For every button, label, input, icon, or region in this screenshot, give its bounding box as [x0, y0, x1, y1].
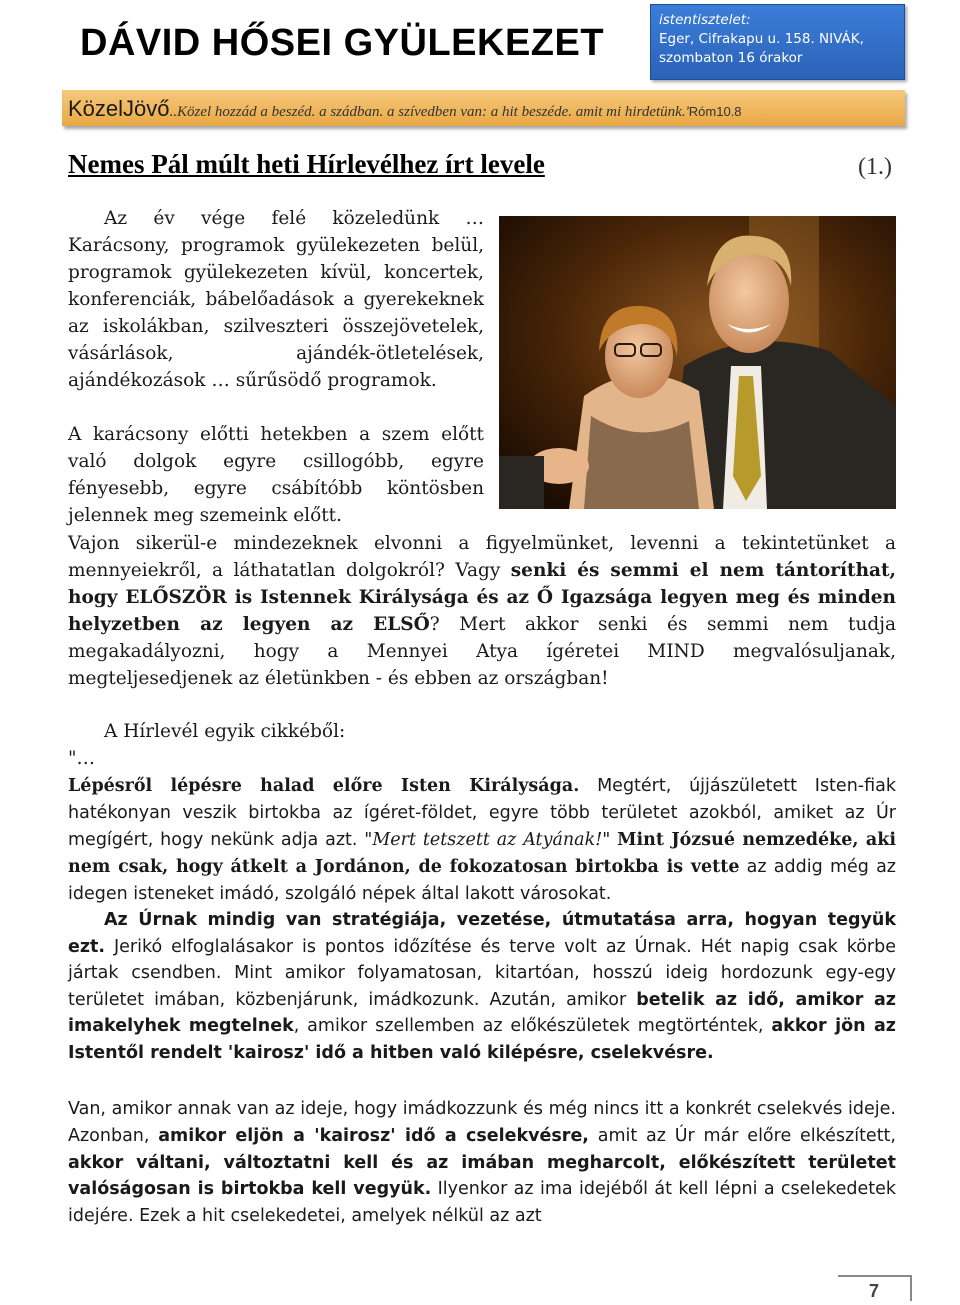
quote-2-text-b: Jerikó elfoglalásakor is pontos időzítése és terve volt az Úrnak. Hét napig csak körbe jártak csendben. Mint amikor folyamatosan, kitartóan, hosszú ideig hordozunk egy-egy területet imában, közbenjárunk, imádkozunk. Azután, amikor — [68, 936, 896, 1010]
service-info-time: szombaton 16 órakor — [659, 50, 803, 66]
quote-1-italic: Mert tetszett az Atyának! — [372, 830, 603, 850]
banner-verse: ..Közel hozzád a beszéd. a szádban. a szívedben van: a hit beszéde. amit mi hirdetünk.' — [169, 104, 689, 120]
quote-1-text-f: az addig még az idegen isteneket imádó, szolgáló népek által lakott városokat. — [68, 857, 896, 904]
service-info-box — [650, 4, 905, 80]
article-headline: Nemes Pál múlt heti Hírlevélhez írt levele — [68, 149, 545, 179]
paragraph-intro — [68, 205, 484, 394]
quote-3-text-e: Ilyenkor az ima idejéből át kell lépni a cselekedetek idejére. Ezek a hit cselekedetei, amelyek nélkül az azt — [68, 1179, 896, 1227]
quote-paragraph-3 — [68, 1096, 896, 1230]
service-info-address: Eger, Cifrakapu u. 158. NIVÁK, — [659, 31, 864, 47]
page-number: 7 — [838, 1275, 912, 1301]
quote-1-text-d: " — [602, 830, 618, 850]
masthead-title: DÁVID HŐSEI GYÜLEKEZET — [80, 22, 605, 64]
banner-brand: KözelJövő — [68, 96, 170, 121]
banner-reference: Róm10.8 — [688, 104, 742, 119]
paragraph-question — [68, 530, 896, 692]
paragraph-question-a: Vajon sikerül-e mindezeknek elvonni a figyelmünket, levenni a tekintetünket a mennyeiekről, a láthatatlan dolgokról? Vagy — [68, 533, 896, 581]
quote-intro: A Hírlevél egyik cikkéből: — [104, 721, 346, 742]
quote-paragraph-1 — [68, 773, 896, 908]
paragraph-festive-narrow-text: A karácsony előtti hetekben a szem előtt való dolgok egyre csillogóbb, egyre fényesebb, egyre csábítóbb köntösben jelennek meg szemeink előtt. — [68, 424, 484, 526]
quote-1-text-b: Megtért, újjászületett Isten-fiak hatékonyan veszik birtokba az ígéret-földet, egyre több területet azokból, amiket az Úr megígért, hogy nekünk adja azt. " — [68, 776, 896, 850]
couple-photo — [499, 216, 896, 509]
service-info-title: istentisztelet: — [659, 12, 751, 28]
paragraph-question-emphasis: senki és semmi el nem tántoríthat, hogy ELŐSZÖR is Istennek Királysága és az Ő Igazsága legyen meg és minden helyzetben az legyen az ELSŐ — [68, 560, 896, 635]
quote-3-text-c: amit az Úr már előre elkészített, — [588, 1125, 896, 1146]
quote-1-emphasis: Mint Józsué nemzedéke, aki nem csak, hogy átkelt a Jordánon, de fokozatosan birtokba is vette — [68, 830, 896, 877]
paragraph-intro-text: Az év vége felé közeledünk … Karácsony, programok gyülekezeten belül, programok gyülekezeten kívül, koncertek, konferenciák, bábelőadások a gyerekeknek az iskolákban, szilveszteri összejövetelek, vásárlások, ajándék-ötletelések, ajándékozások … sűrűsödő programok. — [68, 208, 484, 391]
motto-banner — [62, 90, 905, 126]
article-part-number: (1.) — [858, 154, 892, 180]
paragraph-question-c: ? Mert akkor senki és semmi nem tudja megakadályozni, hogy a Mennyei Atya ígéretei MIND megvalósuljanak, megteljesedjenek az életünkben - és ebben az országban! — [68, 614, 896, 689]
quote-2-emphasis-2: akkor jön az Istentől rendelt 'kairosz' idő a hitben való kilépésre, cselekvésre. — [68, 1016, 896, 1063]
quote-paragraph-2 — [68, 907, 896, 1066]
quote-1-heading: Lépésről lépésre halad előre Isten Királysága. — [68, 776, 580, 796]
quote-3-emphasis-2: akkor váltani, változtatni kell és az imában megharcolt, előkészített területet valóságosan is birtokba kell vegyük. — [68, 1152, 896, 1200]
quote-3-emphasis-1: amikor eljön a 'kairosz' idő a cselekvésre, — [158, 1125, 589, 1146]
couple-photo-illustration — [499, 216, 896, 509]
paragraph-festive-narrow — [68, 421, 484, 529]
quote-2-heading: Az Úrnak mindig van stratégiája, vezetése, útmutatása arra, hogyan tegyük ezt. — [68, 910, 896, 957]
quote-open: "… — [68, 748, 96, 769]
quote-2-text-d: , amikor szellemben az előkészületek megtörténtek, — [293, 1016, 772, 1036]
quote-2-emphasis-1: betelik az idő, amikor az imakelyhek megtelnek — [68, 989, 896, 1036]
quote-3-text-a: Van, amikor annak van az ideje, hogy imádkozzunk és még nincs itt a konkrét cselekvés ideje. Azonban, — [68, 1099, 896, 1146]
